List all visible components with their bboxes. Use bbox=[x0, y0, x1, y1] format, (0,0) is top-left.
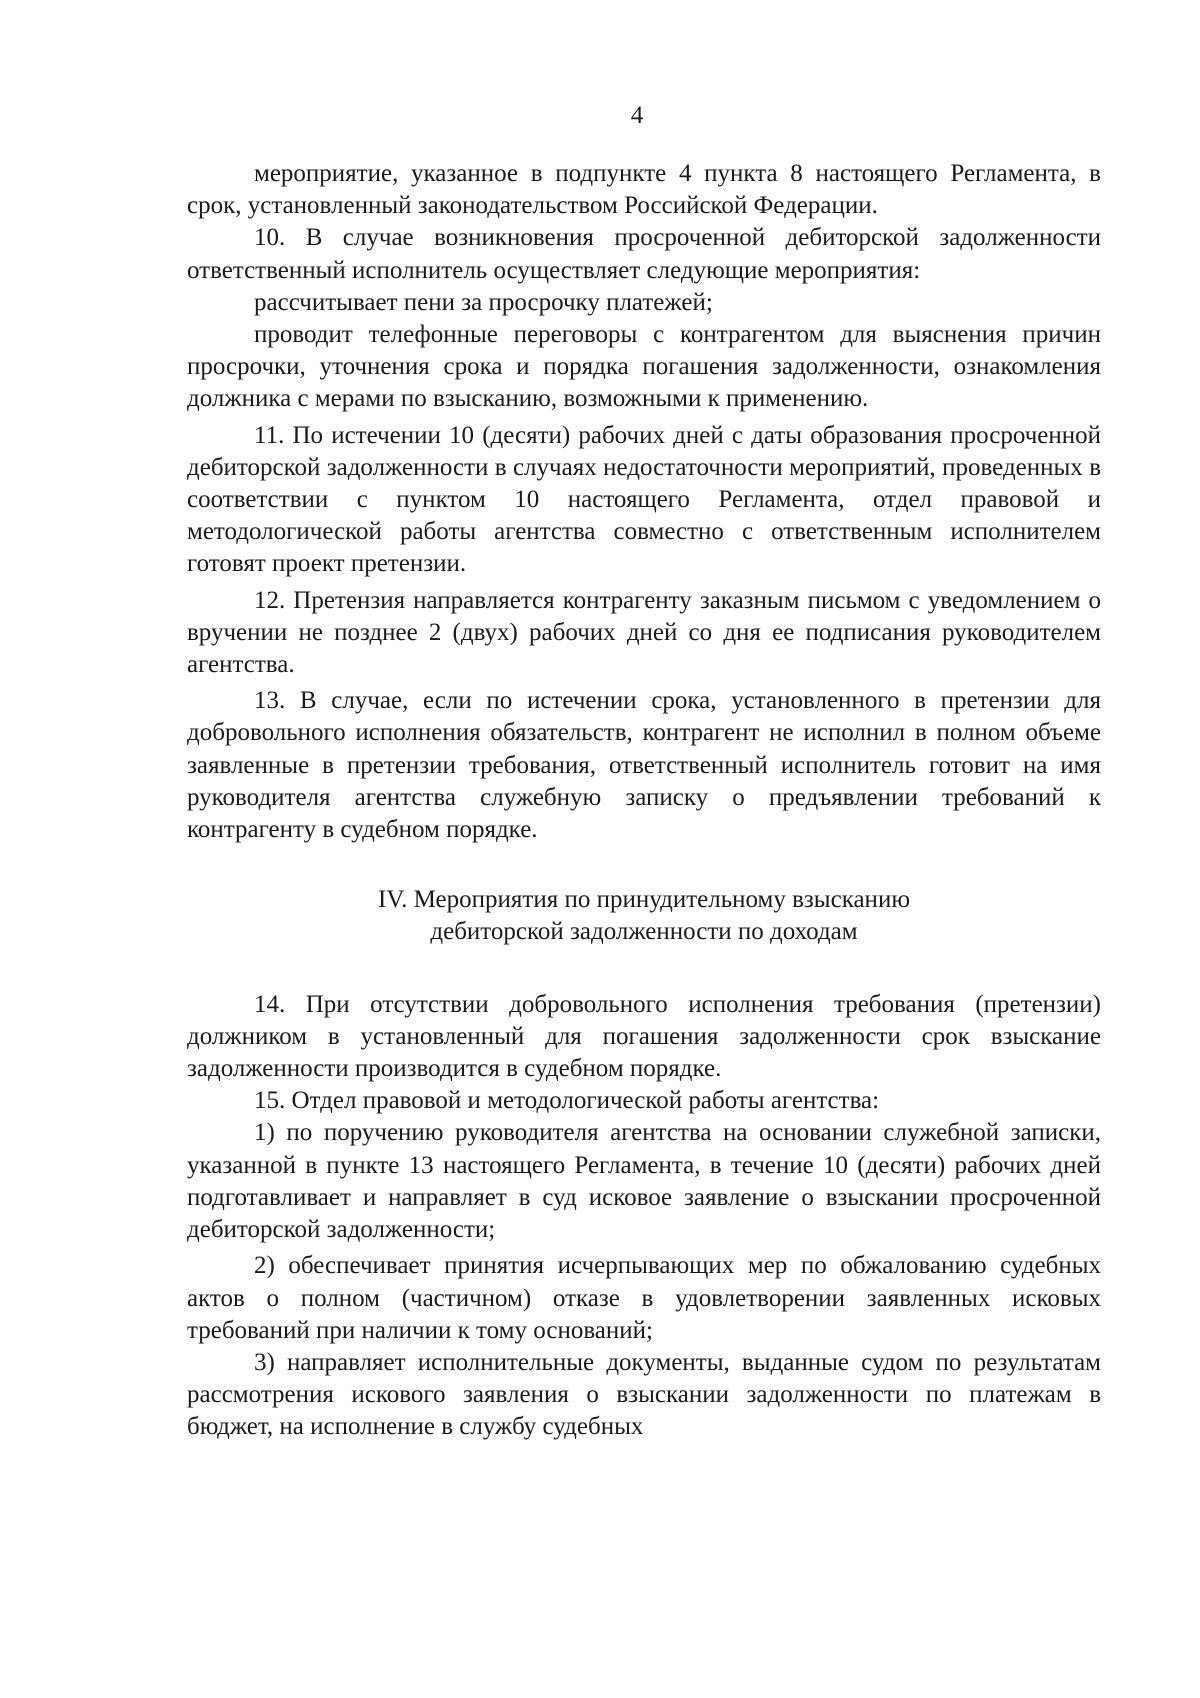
page-number: 4 bbox=[630, 102, 644, 129]
paragraph-12: 12. Претензия направляется контрагенту заказным письмом с уведомлением о вручении не позднее 2 (двух) рабочих дней со дня ее подписания руководителем агентства. bbox=[187, 586, 1101, 679]
paragraph-15: 15. Отдел правовой и методологической работы агентства: bbox=[254, 1087, 880, 1115]
paragraph-13: 13. В случае, если по истечении срока, установленного в претензии для добровольного исполнения обязательств, контрагент не исполнил в полном объеме заявленные в претензии требования, ответственный исполнитель готовит на имя руководителя агентства служебную записку о предъявлении требований к контрагенту в судебном порядке. bbox=[187, 687, 1101, 844]
paragraph-10: 10. В случае возникновения просроченной дебиторской задолженности ответственный исполнитель осуществляет следующие мероприятия: bbox=[187, 224, 1101, 284]
section-heading bbox=[187, 884, 1101, 948]
paragraph-10-item-1: рассчитывает пени за просрочку платежей; bbox=[254, 288, 713, 316]
paragraph-11: 11. По истечении 10 (десяти) рабочих дней с даты образования просроченной дебиторской задолженности в случаях недостаточности мероприятий, проведенных в соответствии с пунктом 10 настоящего Регламента, отдел правовой и методологической работы агентства совместно с ответственным исполнителем готовят проект претензии. bbox=[187, 421, 1101, 578]
paragraph-15-item-1: 1) по поручению руководителя агентства на основании служебной записки, указанной в пункте 13 настоящего Регламента, в течение 10 (десяти) рабочих дней подготавливает и направляет в суд исковое заявление о взыскании просроченной дебиторской задолженности; bbox=[187, 1119, 1101, 1244]
paragraph-15-item-2: 2) обеспечивает принятия исчерпывающих мер по обжалованию судебных актов о полном (частичном) отказе в удовлетворении заявленных исковых требований при наличии к тому оснований; bbox=[187, 1252, 1101, 1344]
paragraph-continuation: мероприятие, указанное в подпункте 4 пункта 8 настоящего Регламента, в срок, установленный законодательством Российской Федерации. bbox=[187, 160, 1101, 220]
paragraph-15-item-3: 3) направляет исполнительные документы, выданные судом по результатам рассмотрения искового заявления о взыскании задолженности по платежам в бюджет, на исполнение в службу судебных bbox=[187, 1348, 1101, 1441]
section-heading-line-2: дебиторской задолженности по доходам bbox=[430, 918, 858, 946]
paragraph-14: 14. При отсутствии добровольного исполнения требования (претензии) должником в установленный для погашения задолженности срок взыскание задолженности производится в судебном порядке. bbox=[187, 990, 1101, 1083]
document-body bbox=[187, 158, 1101, 1444]
paragraph-10-item-2: проводит телефонные переговоры с контрагентом для выяснения причин просрочки, уточнения срока и порядка погашения задолженности, ознакомления должника с мерами по взысканию, возможными к применению. bbox=[187, 321, 1101, 413]
section-heading-line-1: IV. Мероприятия по принудительному взысканию bbox=[378, 886, 910, 914]
